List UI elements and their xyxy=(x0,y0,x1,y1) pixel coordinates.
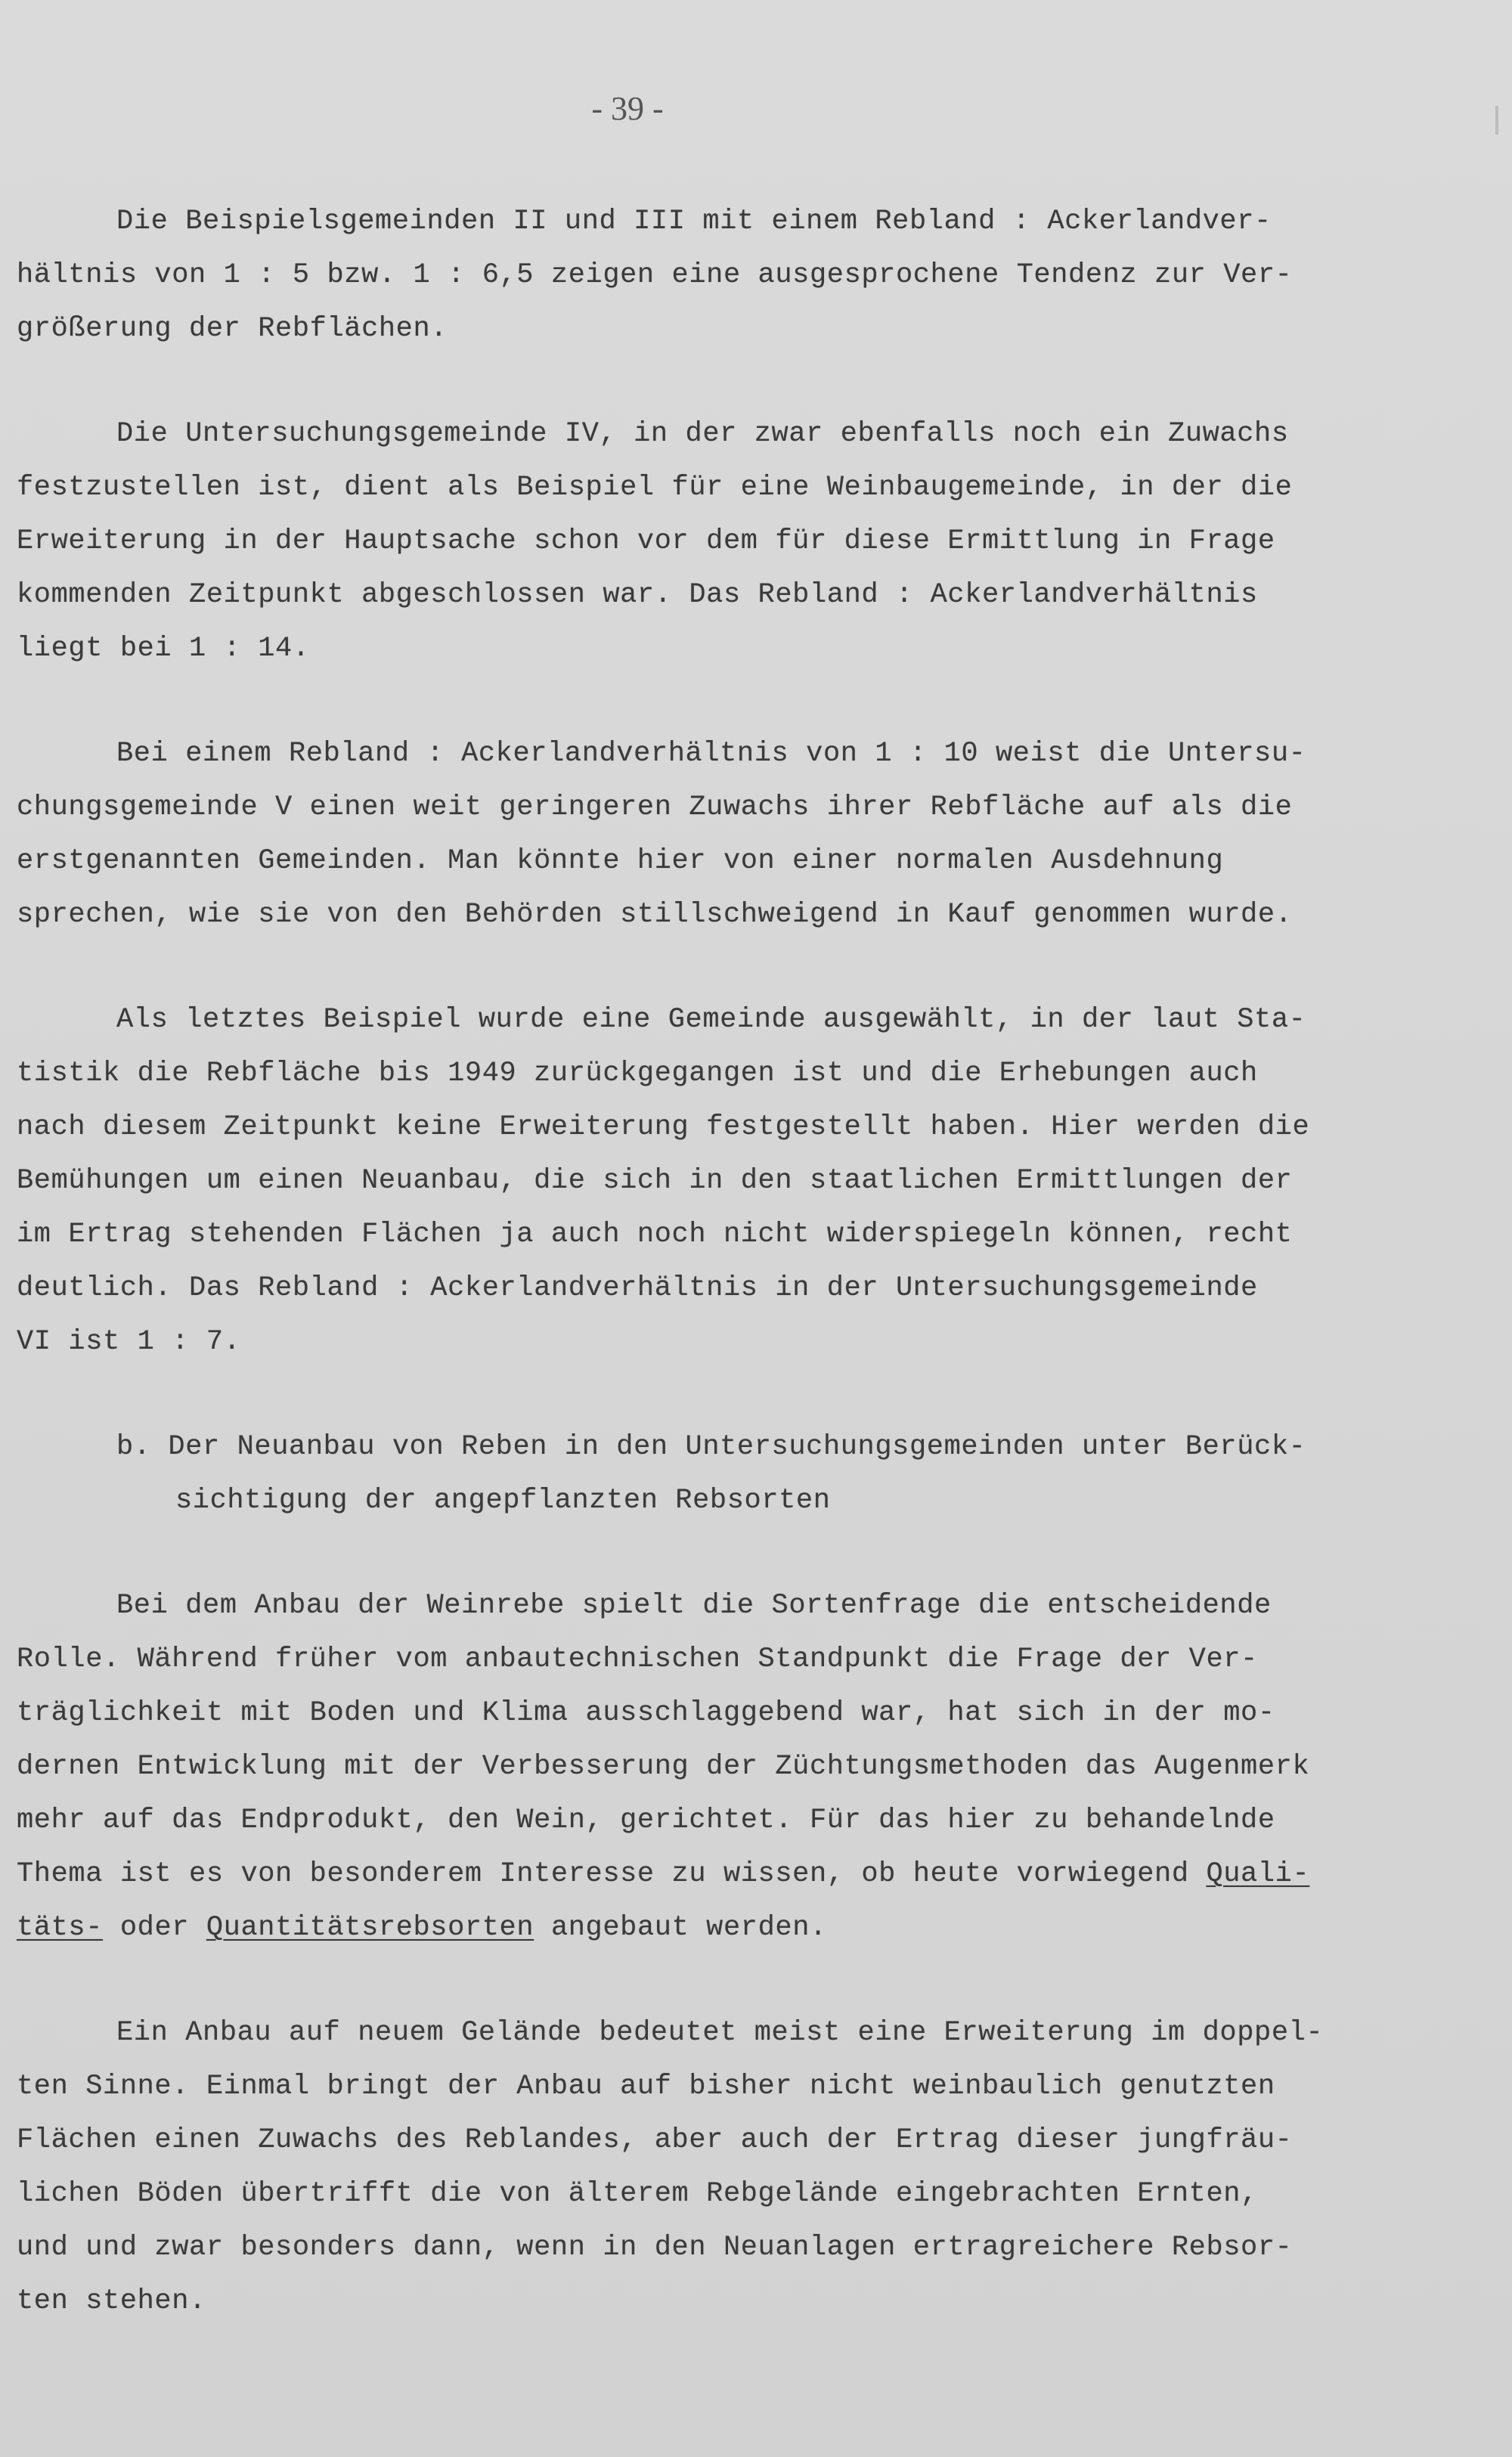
text-line: mehr auf das Endprodukt, den Wein, gerichtet. Für das hier zu behandelnde xyxy=(17,1805,1275,1836)
text-segment: oder xyxy=(103,1912,206,1944)
paragraph-1 xyxy=(17,195,1453,356)
section-heading xyxy=(17,1421,1453,1528)
paragraph-6 xyxy=(17,2006,1453,2328)
text-line: Flächen einen Zuwachs des Reblandes, aber auch der Ertrag dieser jungfräu- xyxy=(17,2124,1293,2156)
document-body xyxy=(17,195,1453,2380)
text-line: nach diesem Zeitpunkt keine Erweiterung festgestellt haben. Hier werden die xyxy=(17,1111,1310,1143)
text-line: Bei dem Anbau der Weinrebe spielt die Sortenfrage die entscheidende xyxy=(116,1590,1272,1622)
text-line: chungsgemeinde V einen weit geringeren Zuwachs ihrer Rebfläche auf als die xyxy=(17,792,1293,823)
text-line: im Ertrag stehenden Flächen ja auch noch nicht widerspiegeln können, recht xyxy=(17,1219,1293,1250)
text-segment: Thema ist es von besonderem Interesse zu wissen, ob heute vorwiegend xyxy=(17,1858,1207,1890)
text-line: Die Beispielsgemeinden II und III mit einem Rebland : Ackerlandver- xyxy=(116,206,1272,237)
text-line: ten Sinne. Einmal bringt der Anbau auf bisher nicht weinbaulich genutzten xyxy=(17,2071,1275,2102)
text-line: festzustellen ist, dient als Beispiel für eine Weinbaugemeinde, in der die xyxy=(17,472,1293,503)
text-segment: angebaut werden. xyxy=(534,1912,827,1944)
heading-line: sichtigung der angepflanzten Rebsorten xyxy=(175,1485,831,1517)
underlined-term: Quali- xyxy=(1206,1858,1310,1890)
text-line: Erweiterung in der Hauptsache schon vor dem für diese Ermittlung in Frage xyxy=(17,525,1275,557)
text-line: liegt bei 1 : 14. xyxy=(17,633,310,665)
text-line: Rolle. Während früher vom anbautechnischen Standpunkt die Frage der Ver- xyxy=(17,1644,1258,1675)
text-line: ten stehen. xyxy=(17,2285,206,2317)
text-line: größerung der Rebflächen. xyxy=(17,313,448,345)
text-line: dernen Entwicklung mit der Verbesserung der Züchtungsmethoden das Augenmerk xyxy=(17,1751,1310,1783)
text-line: Die Untersuchungsgemeinde IV, in der zwar ebenfalls noch ein Zuwachs xyxy=(116,418,1289,450)
text-line: Bemühungen um einen Neuanbau, die sich in den staatlichen Ermittlungen der xyxy=(17,1165,1293,1197)
scan-margin-mark xyxy=(1495,106,1498,135)
text-line: lichen Böden übertrifft die von älterem Rebgelände eingebrachten Ernten, xyxy=(17,2178,1258,2210)
text-line: VI ist 1 : 7. xyxy=(17,1326,241,1358)
paragraph-4 xyxy=(17,993,1453,1369)
underlined-term: Quantitätsrebsorten xyxy=(206,1912,534,1944)
text-line: deutlich. Das Rebland : Ackerlandverhältnis in der Untersuchungsgemeinde xyxy=(17,1272,1258,1304)
text-line xyxy=(17,1901,1453,1955)
page-number: - 39 - xyxy=(591,90,664,127)
text-line: Ein Anbau auf neuem Gelände bedeutet meist eine Erweiterung im doppel- xyxy=(116,2017,1324,2049)
text-line: Als letztes Beispiel wurde eine Gemeinde ausgewählt, in der laut Sta- xyxy=(116,1004,1306,1036)
text-line xyxy=(17,1848,1453,1901)
paragraph-5 xyxy=(17,1579,1453,1955)
text-line: und und zwar besonders dann, wenn in den Neuanlagen ertragreichere Rebsor- xyxy=(17,2232,1293,2263)
underlined-term: täts- xyxy=(17,1912,104,1944)
text-line: erstgenannten Gemeinden. Man könnte hier von einer normalen Ausdehnung xyxy=(17,845,1224,877)
text-line: kommenden Zeitpunkt abgeschlossen war. Das Rebland : Ackerlandverhältnis xyxy=(17,579,1258,611)
paragraph-2 xyxy=(17,407,1453,676)
heading-line: b. Der Neuanbau von Reben in den Untersuchungsgemeinden unter Berück- xyxy=(116,1431,1306,1463)
text-line: tistik die Rebfläche bis 1949 zurückgegangen ist und die Erhebungen auch xyxy=(17,1058,1258,1089)
text-line: hältnis von 1 : 5 bzw. 1 : 6,5 zeigen eine ausgesprochene Tendenz zur Ver- xyxy=(17,259,1293,291)
paragraph-3 xyxy=(17,727,1453,942)
text-line: träglichkeit mit Boden und Klima ausschlaggebend war, hat sich in der mo- xyxy=(17,1697,1275,1729)
text-line: sprechen, wie sie von den Behörden stillschweigend in Kauf genommen wurde. xyxy=(17,899,1293,931)
text-line: Bei einem Rebland : Ackerlandverhältnis von 1 : 10 weist die Untersu- xyxy=(116,738,1306,770)
